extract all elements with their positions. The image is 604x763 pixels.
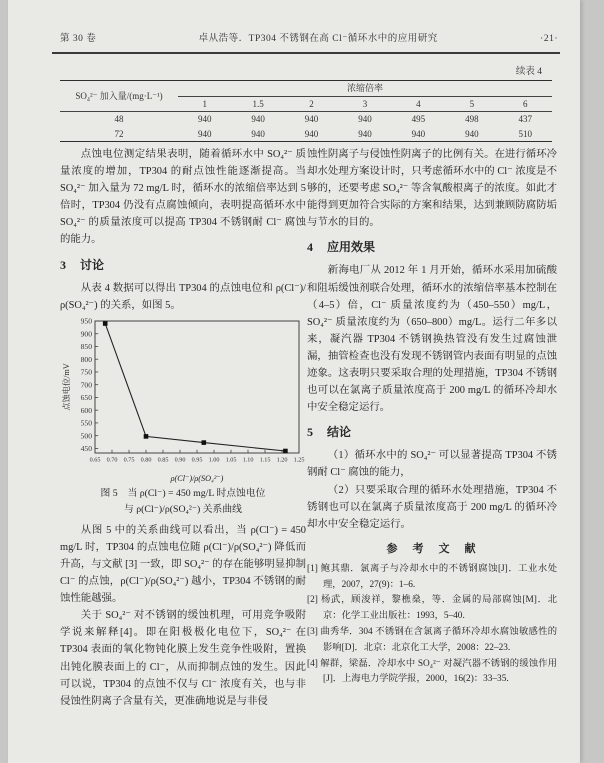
svg-text:700: 700 bbox=[80, 380, 92, 390]
reference-number: [1] bbox=[307, 563, 318, 574]
volume-label: 第 30 卷 bbox=[60, 34, 97, 44]
scanned-paper-page bbox=[8, 0, 580, 763]
conclusion-item: （2）只要采取合理的循环水处理措施，TP304 不锈钢也可以在氯离子质量浓度高于 200 mg/L 的循环冷却水中安全稳定运行。 bbox=[307, 484, 557, 530]
table-cell: 940 bbox=[304, 114, 319, 124]
svg-text:650: 650 bbox=[80, 392, 92, 402]
table-col0-header: SO₄²⁻ 加入量/(mg·L⁻¹) bbox=[60, 81, 178, 112]
table-cell: 940 bbox=[178, 127, 231, 142]
running-title: 卓从浩等．TP304 不锈钢在高 Cl⁻循环水中的应用研究 bbox=[198, 34, 438, 44]
table-cell: 940 bbox=[285, 127, 338, 142]
left-column bbox=[60, 146, 306, 710]
table-cell: 940 bbox=[251, 114, 265, 124]
svg-text:0.90: 0.90 bbox=[174, 456, 186, 464]
table-cell: 510 bbox=[499, 127, 552, 142]
table-subheader: 2 bbox=[285, 96, 338, 112]
figure-caption-line1: 图 5 当 ρ(Cl⁻) = 450 mg/L 时点蚀电位 bbox=[100, 487, 266, 499]
svg-text:750: 750 bbox=[80, 367, 92, 377]
reference-text: 解群，梁磊．冷却水中 SO₄²⁻ 对凝汽器不锈钢的缓蚀作用[J]．上海电力学院学报，2000，16(2)：33–35. bbox=[320, 658, 557, 685]
table-cell: 940 bbox=[445, 127, 498, 142]
table-subheader: 3 bbox=[338, 96, 391, 112]
table-cell: 940 bbox=[231, 127, 284, 142]
conclusion-item: （1）循环水中的 SO₄²⁻ 可以显著提高 TP304 不锈钢耐 Cl⁻ 腐蚀的能力， bbox=[307, 450, 557, 479]
table-cell: 498 bbox=[465, 114, 479, 124]
paragraph: 关于 SO₄²⁻ 对不锈钢的缓蚀机理，可用竞争吸附学说来解释[4]。即在阳极极化电位下，SO₄²⁻ 在 TP304 表面的氧化物钝化膜上发生竞争性吸附，置换出钝化膜表面上的 Cl⁻，从而抑制点蚀的发生。因此可以说，TP304 的点蚀不仅与 Cl⁻ 浓度有关，也与非侵蚀性阴离子含量有关，更准确地说是与非侵 bbox=[60, 610, 306, 707]
reference-item bbox=[307, 657, 557, 689]
reference-item bbox=[307, 593, 557, 625]
svg-text:550: 550 bbox=[80, 418, 92, 428]
running-header bbox=[60, 30, 558, 44]
table-subheader: 4 bbox=[392, 96, 445, 112]
table-subheader: 5 bbox=[445, 96, 498, 112]
section-heading-application bbox=[307, 238, 557, 256]
svg-text:1.10: 1.10 bbox=[242, 456, 254, 464]
reference-text: 鲍其鼎．氯离子与冷却水中的不锈钢腐蚀[J]．工业水处理，2007，27(9)：1–6. bbox=[320, 563, 557, 590]
svg-text:1.20: 1.20 bbox=[276, 456, 288, 464]
svg-text:600: 600 bbox=[80, 405, 92, 415]
pitting-potential-line-chart bbox=[60, 316, 306, 486]
table-cell: 495 bbox=[411, 114, 426, 124]
section-number: 4 bbox=[307, 240, 313, 255]
row-label: 72 bbox=[60, 127, 178, 142]
svg-text:0.70: 0.70 bbox=[106, 456, 118, 464]
table-subheader: 1 bbox=[178, 96, 231, 112]
table-row bbox=[60, 127, 552, 142]
paragraph: 从图 5 中的关系曲线可以看出，当 ρ(Cl⁻) = 450 mg/L 时，TP304 的点蚀电位随 ρ(Cl⁻)/ρ(SO₄²⁻) 降低而升高，与文献 [3] 一致，即 SO₄²⁻ 的存在能够明显抑制 Cl⁻ 的点蚀，ρ(Cl⁻)/ρ(SO₄²⁻) 越小，TP304 不锈钢的耐蚀性能越强。 bbox=[60, 524, 306, 605]
reference-text: 杨武，顾浚祥，黎樵燊，等．金属的局部腐蚀[M]．北京：化学工业出版社：1993，5–40. bbox=[320, 595, 557, 622]
svg-text:850: 850 bbox=[80, 341, 92, 351]
right-column bbox=[307, 146, 557, 688]
table-cell: 940 bbox=[338, 127, 391, 142]
svg-text:1.25: 1.25 bbox=[293, 456, 305, 464]
svg-text:0.80: 0.80 bbox=[140, 456, 152, 464]
svg-text:1.05: 1.05 bbox=[225, 456, 237, 464]
svg-text:1.00: 1.00 bbox=[208, 456, 220, 464]
svg-text:1.15: 1.15 bbox=[259, 456, 271, 464]
table-cell: 940 bbox=[358, 114, 372, 124]
paragraph: 从表 4 数据可以得出 TP304 的点蚀电位和 ρ(Cl⁻)/ρ(SO₄²⁻) 的关系，如图 5。 bbox=[60, 282, 306, 311]
svg-text:0.85: 0.85 bbox=[157, 456, 169, 464]
section-number: 5 bbox=[307, 425, 313, 440]
svg-text:ρ(Cl⁻)/ρ(SO₄²⁻): ρ(Cl⁻)/ρ(SO₄²⁻) bbox=[170, 473, 224, 483]
row-label: 48 bbox=[114, 114, 124, 124]
table-cell: 437 bbox=[518, 114, 533, 124]
svg-text:950: 950 bbox=[80, 316, 92, 326]
paragraph: 新海电厂从 2012 年 1 月开始，循环水采用加硫酸和阻垢缓蚀剂联合处理，循环水的浓缩倍率基本控制在（4–5）倍，Cl⁻ 质量浓度约为（450–550）mg/L，SO₄²⁻ 质量浓度约为（650–800）mg/L。运行二年多以来，凝汽器 TP304 不锈钢换热管没有发生过腐蚀泄漏，抽管检查也没有发现不锈钢管内表面有明显的点蚀迹象。这表明只要采取合理的处理措施，TP304 不锈钢也可以在氯离子质量浓度高于 200 mg/L 的循环冷却水中安全稳定运行。 bbox=[307, 265, 557, 414]
section-title: 讨论 bbox=[80, 257, 105, 272]
paragraph: 蚀性阴离子与侵蚀性阴离子的比例有关。在进行循环冷却水处理方案设计时，只考虑循环水中的 Cl⁻ 浓度是不够的，还要考虑 SO₄²⁻ 等含氧酸根离子的浓度。如此才能得到更加符合实际的方案和结果，达到兼顾防腐防垢与节水的目的。 bbox=[307, 149, 557, 229]
reference-number: [3] bbox=[307, 627, 318, 638]
figure-5-chart bbox=[60, 316, 306, 486]
paragraph: 点蚀电位测定结果表明，随着循环水中 SO₄²⁻ 质量浓度的增加，TP304 的耐点蚀性能逐渐提高。当 SO₄²⁻ 加入量为 72 mg/L 时，循环水的浓缩倍率达到 5 倍时，TP304 仍没有点腐蚀倾向，表明提高循环水中 SO₄²⁻ 的质量浓度可以提高 TP304 不锈钢耐 Cl⁻ 腐蚀的能力。 bbox=[60, 149, 306, 246]
references-heading: 参 考 文 献 bbox=[386, 542, 478, 555]
figure-caption-line2: 与 ρ(Cl⁻)/ρ(SO₄²⁻) 关系曲线 bbox=[124, 504, 242, 516]
section-number: 3 bbox=[60, 257, 66, 272]
reference-item bbox=[307, 625, 557, 657]
table-cell: 940 bbox=[197, 114, 212, 124]
section-title: 结论 bbox=[327, 425, 352, 440]
data-table bbox=[60, 80, 552, 142]
section-heading-discussion bbox=[60, 256, 306, 274]
svg-text:0.75: 0.75 bbox=[123, 456, 135, 464]
svg-text:0.65: 0.65 bbox=[89, 456, 101, 464]
svg-text:800: 800 bbox=[80, 354, 92, 364]
page-number: ·21· bbox=[540, 34, 558, 44]
table-subheader: 6 bbox=[499, 96, 552, 112]
svg-text:点蚀电位/mV: 点蚀电位/mV bbox=[62, 363, 71, 411]
reference-number: [2] bbox=[307, 595, 318, 606]
section-title: 应用效果 bbox=[327, 240, 376, 255]
section-heading-conclusion bbox=[307, 423, 557, 441]
table-group-header: 浓缩倍率 bbox=[178, 81, 552, 97]
table-continued-label: 续表 4 bbox=[515, 67, 542, 77]
svg-text:0.95: 0.95 bbox=[191, 456, 203, 464]
reference-item bbox=[307, 562, 557, 594]
header-rule bbox=[52, 52, 560, 54]
svg-text:450: 450 bbox=[80, 443, 92, 453]
reference-text: 曲秀华．304 不锈钢在含氯离子循环冷却水腐蚀敏感性的影响[D]．北京：北京化工大学，2008：22–23. bbox=[320, 627, 557, 653]
table-cell: 940 bbox=[392, 127, 445, 142]
svg-text:500: 500 bbox=[80, 431, 92, 441]
reference-number: [4] bbox=[307, 658, 318, 669]
table-subheader: 1.5 bbox=[231, 96, 284, 112]
svg-text:900: 900 bbox=[80, 329, 92, 339]
table-row bbox=[60, 112, 552, 127]
